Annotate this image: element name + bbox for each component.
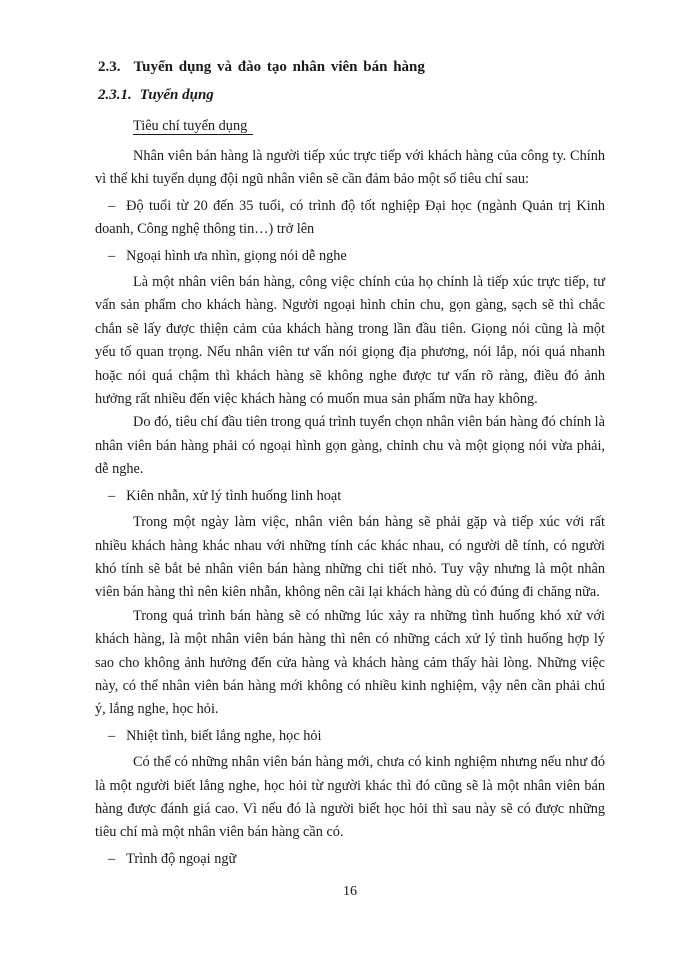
bullet-item-language — [95, 848, 605, 871]
bullet-dash: – — [108, 727, 116, 744]
bullet-listening-text: Nhiệt tình, biết lắng nghe, học hỏi — [126, 727, 322, 744]
bullet-dash: – — [108, 247, 116, 264]
bullet-item-listening — [95, 725, 605, 748]
section-number: 2.3. — [98, 59, 121, 75]
subsection-heading — [98, 87, 605, 104]
paragraph-appearance-detail: Là một nhân viên bán hàng, công việc chính của họ chính là tiếp xúc trực tiếp, tư vấn sản phẩm cho khách hàng. Người ngoại hình chỉn chu, gọn gàng, sạch sẽ thì chắc chắn sẽ lấy được thiện cảm của khách hàng trong lần đầu tiên. Giọng nói cũng là một yếu tố quan trọng. Nếu nhân viên tư vấn nói giọng địa phương, nói lắp, nói quá nhanh hoặc nói quá chậm thì khách hàng sẽ không nghe được tư vấn rõ ràng, điều đó ảnh hưởng rất nhiều đến việc khách hàng có muốn mua sản phẩm nữa hay không. — [95, 274, 605, 408]
bullet-age-text: Độ tuổi từ 20 đến 35 tuổi, có trình độ tốt nghiệp Đại học (ngành Quản trị Kinh doanh, Công nghệ thông tin…) trở lên — [95, 197, 605, 238]
bullet-dash: – — [108, 850, 116, 867]
bullet-item-appearance — [95, 245, 605, 268]
bullet-dash: – — [108, 197, 116, 214]
paragraph-listening-detail: Có thể có những nhân viên bán hàng mới, chưa có kinh nghiệm nhưng nếu như đó là một người biết lắng nghe, học hỏi từ người khác thì đó cũng sẽ là một nhân viên bán hàng được đánh giá cao. Vì nếu đó là người biết học hỏi thì sau này sẽ có được những tiêu chí mà một nhân viên bán hàng cần có. — [95, 754, 605, 841]
bullet-item-age — [95, 195, 605, 242]
subsection-title: Tuyển dụng — [139, 87, 214, 103]
paragraph-patience-detail: Trong một ngày làm việc, nhân viên bán hàng sẽ phải gặp và tiếp xúc với rất nhiều khách hàng khác nhau với những tính các khác nhau, có người dễ tính, có người khó tính sẽ bắt bẻ nhân viên bán hàng những chi tiết nhỏ. Tuy vậy nhưng là một nhân viên bán hàng thì nên kiên nhẫn, không nên cãi lại khách hàng dù có đúng đi chăng nữa. — [95, 514, 605, 601]
subsection-number: 2.3.1. — [98, 87, 132, 103]
page-footer — [0, 884, 700, 900]
bullet-patience-text: Kiên nhẫn, xử lý tình huống linh hoạt — [126, 487, 342, 504]
bullet-appearance-text: Ngoại hình ưa nhìn, giọng nói dễ nghe — [126, 247, 347, 264]
page-number: 16 — [343, 884, 357, 899]
bullet-dash: – — [108, 487, 116, 504]
paragraph-appearance-conclusion: Do đó, tiêu chí đầu tiên trong quá trình tuyển chọn nhân viên bán hàng đó chính là nhân viên bán hàng phải có ngoại hình gọn gàng, chỉnh chu và một giọng nói vừa phải, dễ nghe. — [95, 414, 605, 478]
bullet-item-patience — [95, 485, 605, 508]
section-heading — [98, 59, 605, 76]
paragraph-intro: Nhân viên bán hàng là người tiếp xúc trực tiếp với khách hàng của công ty. Chính vì thế khi tuyển dụng đội ngũ nhân viên sẽ cần đảm bảo một số tiêu chí sau: — [95, 148, 605, 188]
bullet-language-text: Trình độ ngoại ngữ — [126, 850, 237, 867]
criteria-heading-text: Tiêu chí tuyển dụng — [133, 118, 253, 135]
section-title: Tuyển dụng và đào tạo nhân viên bán hàng — [133, 59, 425, 75]
criteria-heading — [133, 115, 605, 137]
paragraph-situations: Trong quá trình bán hàng sẽ có những lúc xảy ra những tình huống khó xử với khách hàng, là một nhân viên bán hàng thì nên có những cách xử lý tình huống hợp lý sao cho không ảnh hưởng đến cửa hàng và khách hàng cảm thấy hài lòng. Những việc này, có thể nhân viên bán hàng mới không có nhiều kinh nghiệm, vậy nên cần phải chú ý, lắng nghe, học hỏi. — [95, 607, 605, 718]
